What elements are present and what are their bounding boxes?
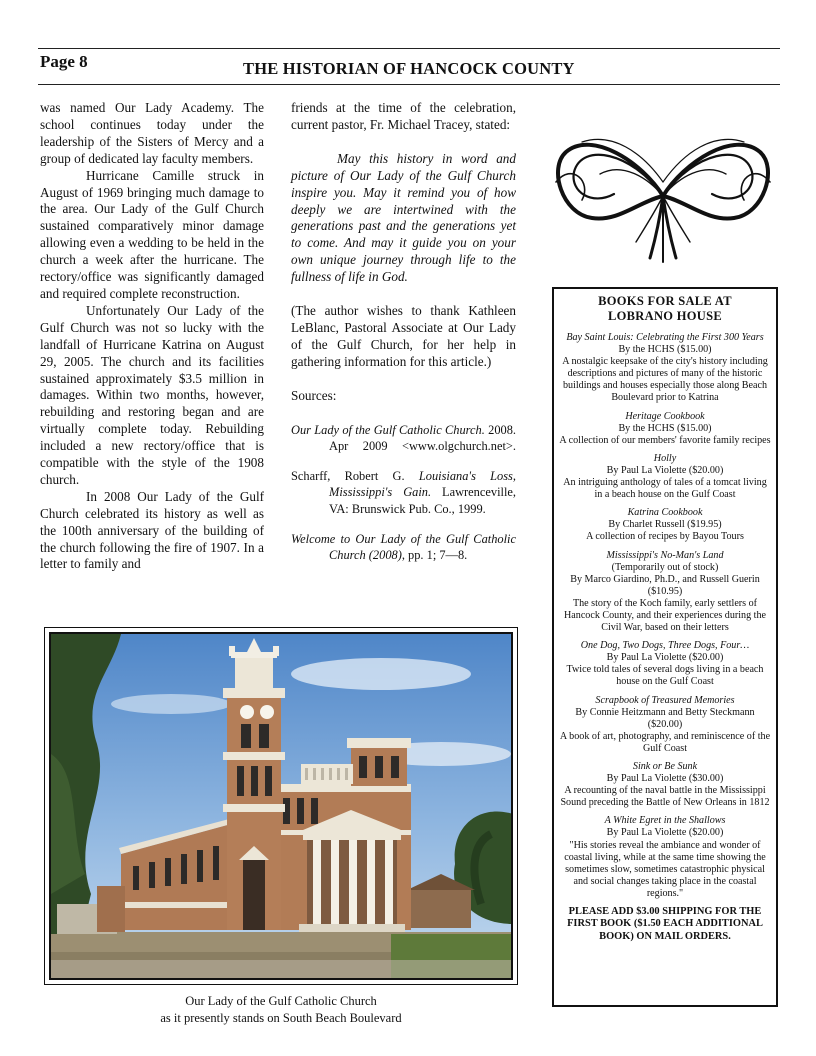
source-entry: Scharff, Robert G. Louisiana's Loss, Mississippi's Gain. Lawrenceville, VA: Brunswick Pub. Co., 1999. xyxy=(291,468,516,516)
article-paragraph: Hurricane Camille struck in August of 1969 bringing much damage to the area. Our Lady of the Gulf Church sustained comparatively minor damage allowing even a wedding to be held in the church a week after the hurricane. The rectory/office was significantly damaged and required complete reconstruction. xyxy=(40,167,264,301)
book-detail: A recounting of the naval battle in the Mississippi Sound preceding the Battle of New Orleans in 1812 xyxy=(560,785,770,809)
book-title: Scrapbook of Treasured Memories xyxy=(595,694,735,706)
decorative-flourish-ornament xyxy=(552,122,774,264)
book-entry xyxy=(559,550,771,635)
book-detail: (Temporarily out of stock) xyxy=(611,561,719,573)
book-detail: By Paul La Violette ($20.00) xyxy=(606,652,724,664)
article-paragraph: was named Our Lady Academy. The school continues today under the leadership of the Sisters of Mercy and a group of dedicated lay faculty members. xyxy=(40,100,264,166)
book-detail: By Paul La Violette ($30.00) xyxy=(606,773,724,785)
book-title: A White Egret in the Shallows xyxy=(604,815,726,827)
book-detail: By the HCHS ($15.00) xyxy=(618,344,712,356)
books-for-sale-box xyxy=(552,287,778,1007)
book-title: One Dog, Two Dogs, Three Dogs, Four… xyxy=(580,640,750,652)
source-entry: Our Lady of the Gulf Catholic Church. 2008. Apr 2009 <www.olgchurch.net>. xyxy=(291,422,517,454)
article-column-2 xyxy=(291,100,516,564)
book-detail: By Paul La Violette ($20.00) xyxy=(606,464,724,476)
book-detail: By Charlet Russell ($19.95) xyxy=(608,519,722,531)
book-list xyxy=(559,332,771,900)
photo-caption: Our Lady of the Gulf Catholic Church as it presently stands on South Beach Boulevard xyxy=(160,994,402,1025)
article-paragraph: Unfortunately Our Lady of the Gulf Church was not so lucky with the landfall of Hurricane Katrina on August 29, 2005. The church and its facilities sustained approximately $3.5 million in damages. Within two months, however, rebuilding and restoring began and are virtually complete today. Rebuilding included a new rectory/office that is compatible with the style of the 1908 church. xyxy=(40,302,264,487)
book-detail: A collection of recipes by Bayou Tours xyxy=(586,531,744,543)
book-entry xyxy=(559,815,771,900)
book-title: Mississippi's No-Man's Land xyxy=(606,549,724,561)
book-detail: A nostalgic keepsake of the city's history including descriptions and pictures of many of the historic buildings and houses especially those along Beach Boulevard prior to Katrina xyxy=(562,356,768,404)
book-detail: A collection of our members' favorite family recipes xyxy=(559,434,771,446)
publication-title: THE HISTORIAN OF HANCOCK COUNTY xyxy=(243,59,575,78)
book-title: Sink or Be Sunk xyxy=(632,761,698,772)
book-title: Holly xyxy=(653,452,677,464)
article-paragraph: In 2008 Our Lady of the Gulf Church celebrated its history as well as the 100th anniversary of the building of the church following the fire of 1907. In a letter to family and xyxy=(40,488,264,572)
book-title: Heritage Cookbook xyxy=(625,410,705,422)
article-column-1 xyxy=(40,100,264,573)
book-entry xyxy=(559,695,771,755)
church-photo-frame xyxy=(44,627,518,985)
article-paragraph: friends at the time of the celebration, current pastor, Fr. Michael Tracey, stated: xyxy=(291,100,516,132)
sources-label: Sources: xyxy=(291,387,337,403)
header-top-rule xyxy=(38,48,780,49)
book-detail: Twice told tales of several dogs living in a beach house on the Gulf Coast xyxy=(566,664,764,688)
book-detail: The story of the Koch family, early settlers of Hancock County, and their experiences during the Civil War, based on their letters xyxy=(564,597,766,634)
books-heading: BOOKS FOR SALE AT LOBRANO HOUSE xyxy=(598,294,732,323)
book-title: Bay Saint Louis: Celebrating the First 300 Years xyxy=(566,332,764,343)
source-entry: Welcome to Our Lady of the Gulf Catholic Church (2008), pp. 1; 7—8. xyxy=(291,531,516,563)
header-bottom-rule xyxy=(38,84,780,85)
church-photo xyxy=(49,632,513,980)
acknowledgement: (The author wishes to thank Kathleen LeBlanc, Pastoral Associate at Our Lady of the Gulf Church, for her help in gathering information for this article.) xyxy=(291,303,516,369)
book-title: Katrina Cookbook xyxy=(627,507,703,519)
book-detail: A book of art, photography, and reminiscence of the Gulf Coast xyxy=(559,730,771,754)
book-detail: By Connie Heitzmann and Betty Steckmann ($20.00) xyxy=(575,706,755,730)
book-detail: An intriguing anthology of tales of a tomcat living in a beach house on the Gulf Coast xyxy=(563,477,767,501)
book-entry xyxy=(559,640,771,688)
shipping-note: PLEASE ADD $3.00 SHIPPING FOR THE FIRST BOOK ($1.50 EACH ADDITIONAL BOOK) ON MAIL ORDERS. xyxy=(567,906,763,942)
book-entry xyxy=(559,453,771,501)
book-entry xyxy=(559,411,771,447)
book-detail: By Marco Giardino, Ph.D., and Russell Guerin ($10.95) xyxy=(570,573,760,597)
page-number: Page 8 xyxy=(40,52,88,71)
book-detail: By Paul La Violette ($20.00) xyxy=(606,827,724,839)
book-entry xyxy=(559,507,771,543)
book-entry xyxy=(559,332,771,405)
book-detail: By the HCHS ($15.00) xyxy=(618,422,712,434)
pastor-quote: May this history in word and picture of Our Lady of the Gulf Church inspire you. May it remind you of how deeply we are intertwined with the generations past and the generations yet to come. And may it guide you on your own unique journey through life to the fullness of life in God. xyxy=(291,150,516,285)
book-entry xyxy=(559,761,771,809)
book-detail: "His stories reveal the ambiance and wonder of coastal living, while at the same time showing the sometimes slow, sometimes catastrophic physical and social changes taking place in the coastal regions." xyxy=(564,839,766,899)
